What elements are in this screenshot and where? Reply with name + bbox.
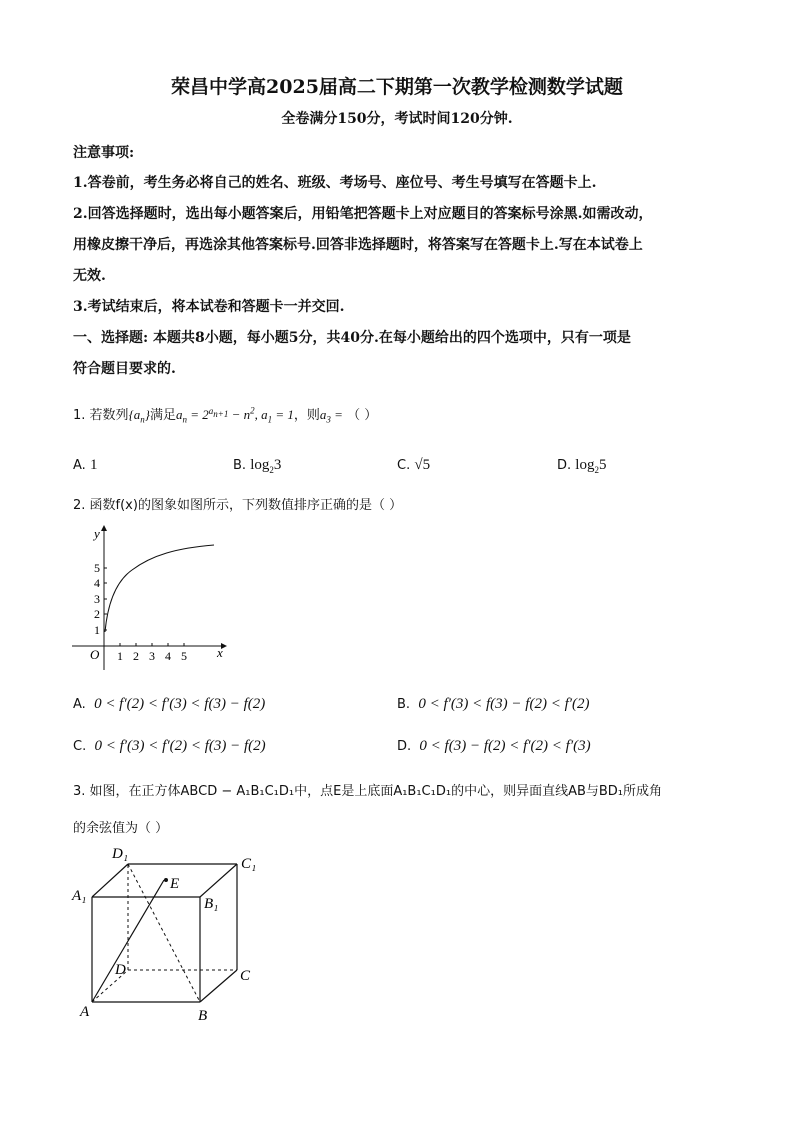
- page-title: 荣昌中学高2025届高二下期第一次教学检测数学试题: [171, 76, 623, 98]
- q2-option-a: A. 0 < f′(2) < f′(3) < f(3) − f(2): [73, 696, 266, 712]
- y-tick-1: 1: [94, 623, 100, 637]
- label-d1: D₁: [112, 846, 129, 862]
- label-a1: A₁: [72, 888, 87, 904]
- q1-number: 1.: [73, 408, 86, 423]
- label-d: D: [115, 962, 126, 978]
- question-3-cont: 的余弦值为（ ）: [73, 821, 169, 836]
- label-b1: B₁: [204, 896, 219, 912]
- x-tick-labels: [117, 649, 187, 663]
- y-tick-labels: [94, 561, 100, 637]
- section-1-instructions-cont: 符合题目要求的.: [73, 361, 176, 377]
- label-a: A: [80, 1004, 90, 1020]
- cube-hidden-edges: [92, 864, 237, 1002]
- y-tick-4: 4: [94, 576, 100, 590]
- point-e: [164, 878, 168, 882]
- q2-option-b: B. 0 < f′(3) < f(3) − f(2) < f′(2): [397, 696, 590, 712]
- section-1-instructions: 一、选择题: 本题共8小题，每小题5分，共40分.在每小题给出的四个选项中，只有一项是: [73, 330, 631, 346]
- note-2-line-3: 无效.: [73, 268, 106, 284]
- q1-sequence: $\{a_n\}$: [128, 407, 150, 425]
- cube-vertex-labels: [71, 846, 256, 1024]
- label-b: B: [198, 1008, 208, 1024]
- question-2: 2. 函数f(x)的图象如图所示，下列数值排序正确的是（ ）: [73, 498, 403, 513]
- x-tick-3: 3: [149, 649, 155, 663]
- x-axis-label: x: [217, 645, 223, 660]
- q3-cube-figure: [70, 842, 270, 1027]
- x-tick-2: 2: [133, 649, 139, 663]
- label-e: E: [170, 876, 180, 892]
- notes-heading: 注意事项:: [73, 145, 135, 161]
- q1-target: $a_3$ =: [319, 407, 343, 425]
- q2-option-c: C. 0 < f′(3) < f′(2) < f(3) − f(2): [73, 738, 266, 754]
- function-curve: [105, 545, 214, 632]
- q1-text-1: 若数列: [89, 408, 129, 423]
- x-tick-4: 4: [165, 649, 171, 663]
- exam-info: 全卷满分150分，考试时间120分钟.: [281, 111, 513, 127]
- q2-function-graph: [72, 520, 232, 670]
- note-1: 1.答卷前，考生务必将自己的姓名、班级、考场号、座位号、考生号填写在答题卡上.: [73, 175, 597, 191]
- note-3: 3.考试结束后，将本试卷和答题卡一并交回.: [73, 299, 345, 315]
- question-1: [73, 404, 377, 425]
- note-2-line-1: 2.回答选择题时，选出每小题答案后，用铅笔把答题卡上对应题目的答案标号涂黑.如需改动，: [73, 206, 653, 222]
- x-tick-5: 5: [181, 649, 187, 663]
- q1-option-a: A. 1: [73, 457, 98, 473]
- label-c: C: [240, 968, 251, 984]
- q1-text-2: 满足: [149, 408, 176, 423]
- q2-option-d: D. 0 < f(3) − f(2) < f′(2) < f′(3): [397, 738, 591, 754]
- y-tick-3: 3: [94, 592, 100, 606]
- y-tick-2: 2: [94, 607, 100, 621]
- q1-text-3: ，则: [293, 408, 320, 423]
- q1-option-c: C. √5: [397, 457, 431, 473]
- origin-label: O: [90, 647, 100, 662]
- y-axis-label: y: [94, 526, 100, 541]
- y-tick-5: 5: [94, 561, 100, 575]
- question-3: 3. 如图，在正方体ABCD − A₁B₁C₁D₁中，点E是上底面A₁B₁C₁D₁的中心，则异面直线AB与BD₁所成角: [73, 784, 663, 799]
- q1-option-d: D. $\log_25$: [557, 457, 607, 475]
- q1-answer-blank: （ ）: [347, 408, 378, 423]
- label-c1: C₁: [241, 856, 257, 872]
- note-2-line-2: 用橡皮擦干净后，再选涂其他答案标号.回答非选择题时，将答案写在答题卡上.写在本试卷上: [73, 237, 643, 253]
- q1-option-b: B. $\log_23$: [233, 457, 282, 475]
- x-tick-1: 1: [117, 649, 123, 663]
- q1-formula: $a_n = 2^{a_{n+1}} - n^2$, $a_1 = 1$: [175, 405, 294, 425]
